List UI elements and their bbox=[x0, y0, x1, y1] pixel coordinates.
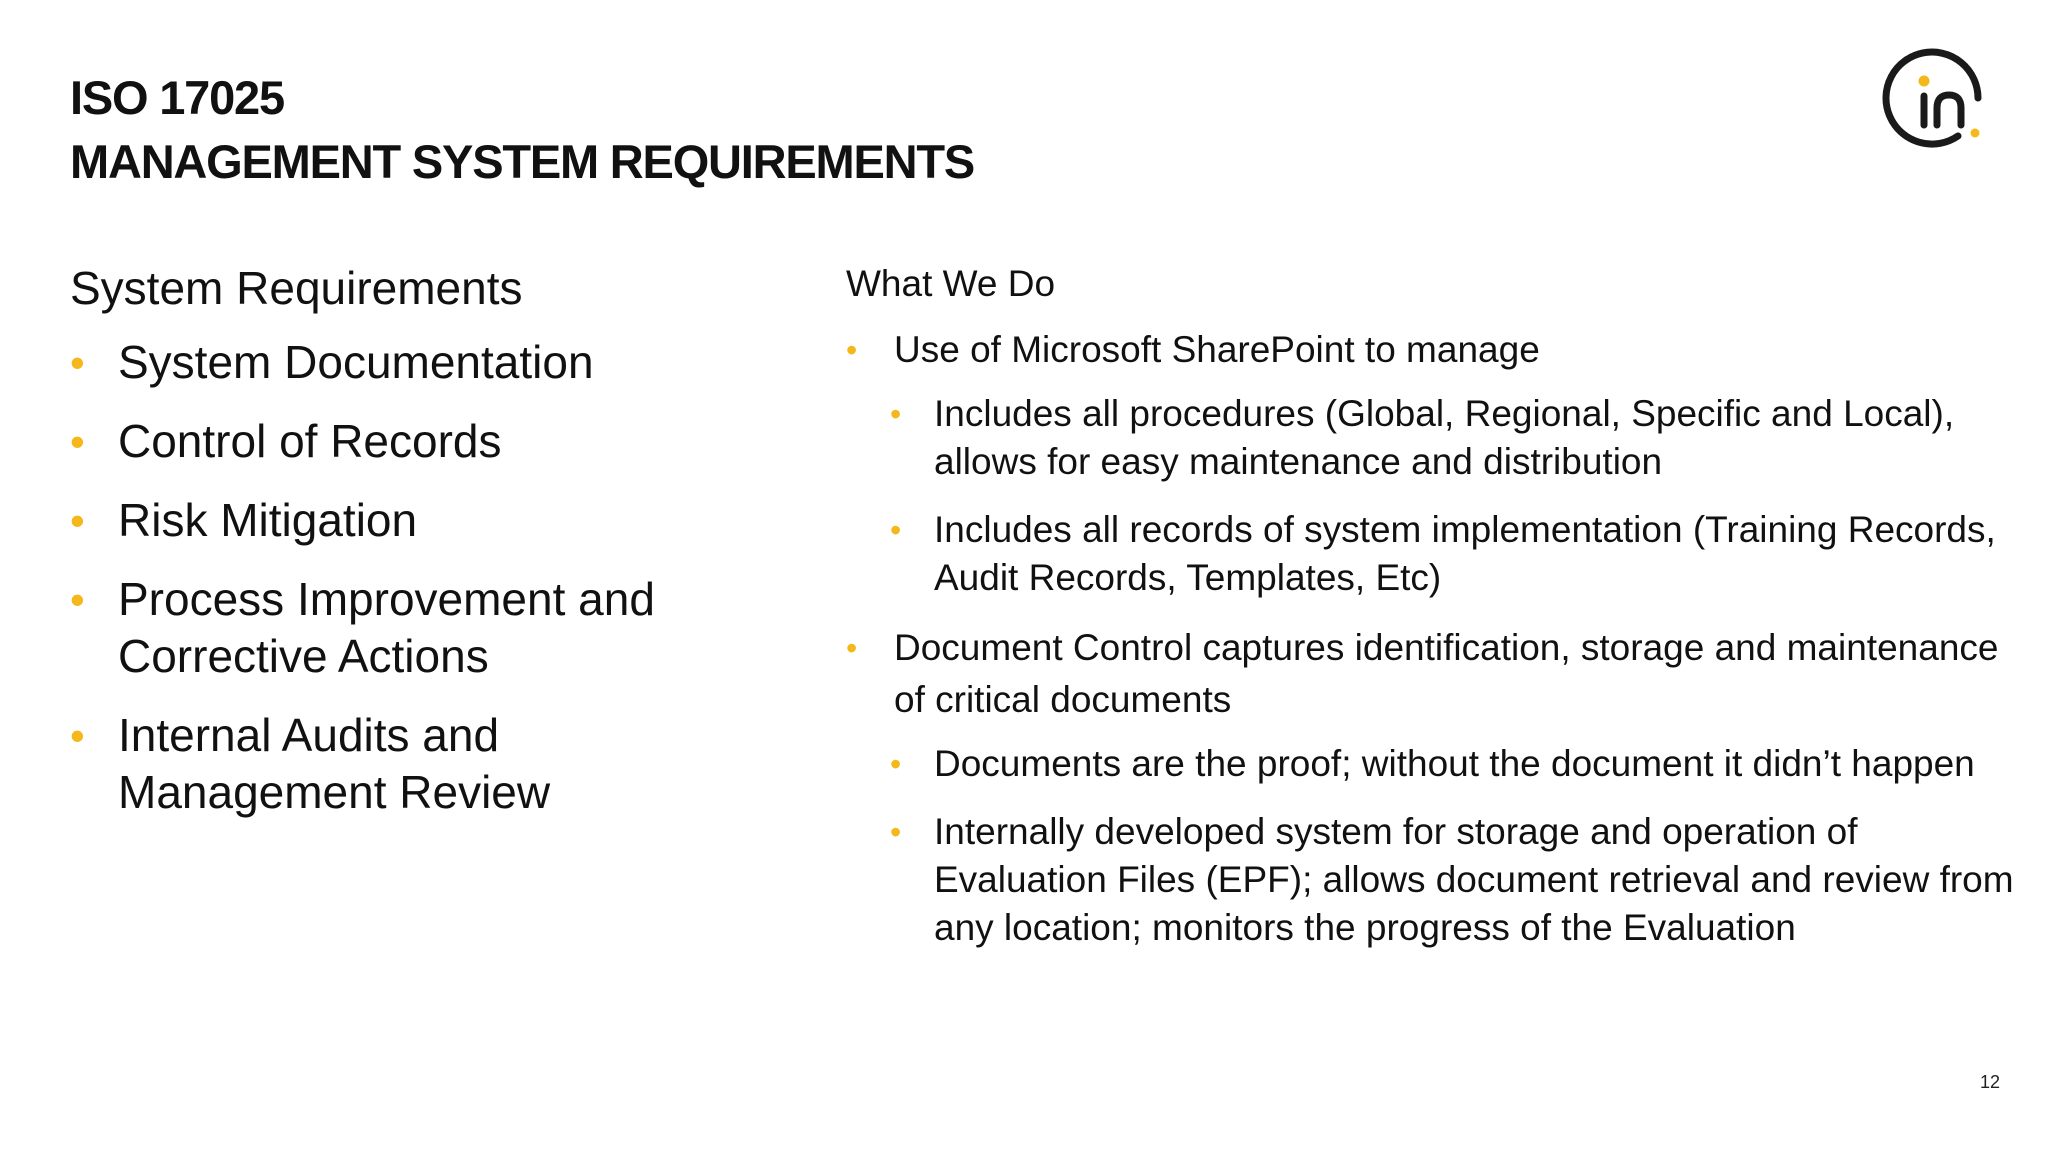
sub-list-item: • Documents are the proof; without the document it didn’t happen bbox=[846, 740, 2016, 788]
bullet-icon: • bbox=[846, 630, 858, 666]
bullet-icon: • bbox=[890, 396, 902, 432]
bullet-icon: • bbox=[846, 332, 858, 368]
bullet-icon: • bbox=[890, 814, 902, 850]
system-requirements-column bbox=[70, 258, 770, 843]
bullet-icon: • bbox=[890, 746, 902, 782]
bullet-icon: • bbox=[70, 339, 85, 386]
slide-title bbox=[70, 66, 1570, 194]
list-item: • Use of Microsoft SharePoint to manage bbox=[846, 324, 2016, 376]
list-item: • Control of Records bbox=[70, 413, 770, 470]
bullet-icon: • bbox=[70, 712, 85, 759]
sub-list-item: • Internally developed system for storage and operation of Evaluation Files (EPF); allows document retrieval and review from any location; monitors the progress of the Evaluation bbox=[846, 808, 2016, 952]
list-item: • System Documentation bbox=[70, 334, 770, 391]
list-item: • Process Improvement and Corrective Actions bbox=[70, 573, 655, 682]
list-item: • Internal Audits and Management Review bbox=[70, 709, 551, 818]
bullet-icon: • bbox=[890, 512, 902, 548]
what-we-do-heading: What We Do bbox=[846, 263, 1056, 304]
bullet-icon: • bbox=[70, 418, 85, 465]
bullet-icon: • bbox=[70, 497, 85, 544]
list-item: • Risk Mitigation bbox=[70, 492, 770, 549]
title-line-1: ISO 17025 bbox=[70, 71, 284, 124]
sub-list-item: • Includes all records of system implementation (Training Records, Audit Records, Templates, Etc) bbox=[846, 506, 2016, 602]
in-circle-logo-icon bbox=[1882, 48, 1994, 160]
what-we-do-column bbox=[846, 258, 2016, 972]
bullet-icon: • bbox=[70, 576, 85, 623]
page-number: 12 bbox=[1979, 1072, 2000, 1092]
list-item: • Document Control captures identification, storage and maintenance of critical documents bbox=[846, 622, 2016, 726]
what-we-do-list bbox=[846, 324, 2016, 952]
system-requirements-list bbox=[70, 334, 770, 821]
sub-list-item: • Includes all procedures (Global, Regional, Specific and Local), allows for easy maintenance and distribution bbox=[846, 390, 2016, 486]
system-requirements-heading: System Requirements bbox=[70, 262, 523, 314]
title-line-2: MANAGEMENT SYSTEM REQUIREMENTS bbox=[70, 135, 975, 188]
